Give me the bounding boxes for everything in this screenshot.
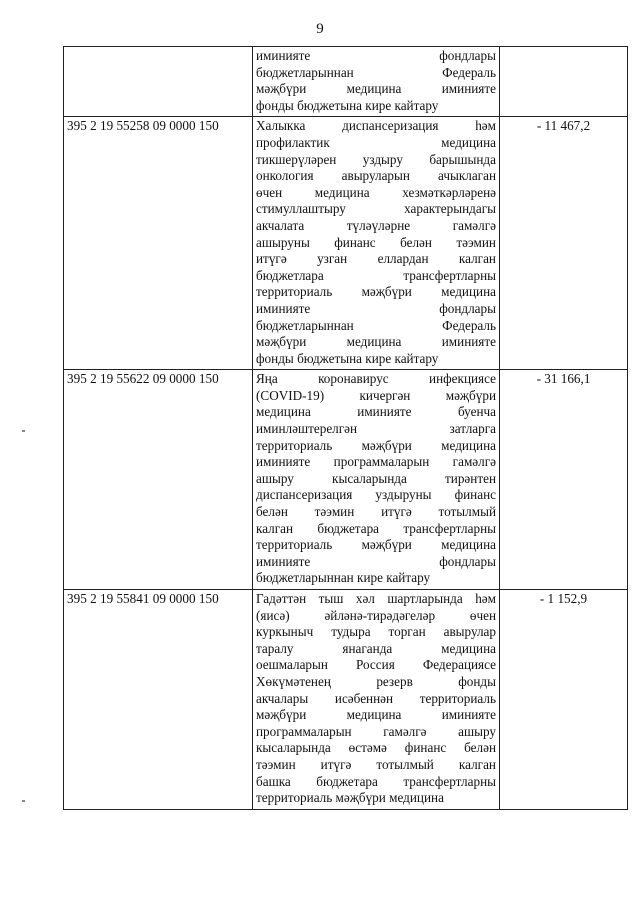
description-cell (253, 590, 500, 810)
description-line: диспансеризация уздыруны финанс (256, 487, 496, 503)
description-line: (COVID-19) кичергән мәҗбүри (256, 387, 496, 403)
scan-artifact (22, 430, 25, 432)
budget-code-cell: 395 2 19 55622 09 0000 150 (64, 370, 253, 590)
description-line: бюджетлара трансфертларны (256, 267, 496, 283)
description-line: территориаль мәҗбүри медицина (256, 284, 496, 300)
description-line: оешмаларын Россия Федерациясе (256, 657, 496, 673)
description-line: фонды бюджетына кире кайтару (256, 97, 439, 113)
description-line: Хөкүмәтенең резерв фонды (256, 673, 496, 689)
description-line: мәҗбүри медицина иминияте (256, 707, 496, 723)
description-line: медицина иминияте буенча (256, 404, 496, 420)
description-line: тәэмин итүгә тотылмый калган (256, 756, 496, 772)
description-cell (253, 47, 500, 117)
description-line: ашыруны финанс белән тәэмин (256, 234, 496, 250)
description-cell (253, 370, 500, 590)
description-line: акчалары исәбеннән территориаль (256, 690, 496, 706)
description-line: иминияте фондлары (256, 300, 496, 316)
description-line: программаларын гамәлгә ашыру (256, 723, 496, 739)
budget-code-cell: 395 2 19 55841 09 0000 150 (64, 590, 253, 810)
description-line: онкология авыруларын ачыклаган (256, 168, 496, 184)
description-line: таралу янаганда медицина (256, 640, 496, 656)
table-row (64, 370, 628, 590)
description-line: территориаль мәҗбүри медицина (256, 537, 496, 553)
budget-table-body (64, 47, 628, 810)
description-line: иминләштерелгән затларга (256, 421, 496, 437)
page-number: 9 (316, 21, 324, 37)
description-line: калган бюджетара трансфертларны (256, 520, 496, 536)
table-row (64, 590, 628, 810)
description-line: мәҗбүри медицина иминияте (256, 81, 496, 97)
description-line: мәҗбүри медицина иминияте (256, 334, 496, 350)
description-line: кысаларында өстәмә финанс белән (256, 740, 496, 756)
amount-cell (500, 47, 628, 117)
description-cell (253, 117, 500, 370)
amount-cell: - 31 166,1 (500, 370, 628, 590)
description-line: тикшерүләрен уздыру барышында (256, 151, 496, 167)
description-line: өчен медицина хезмәткәрләренә (256, 184, 496, 200)
amount-cell: - 1 152,9 (500, 590, 628, 810)
description-line: белән тәэмин итүгә тотылмый (256, 504, 496, 520)
budget-code-cell (64, 47, 253, 117)
description-line: бюджетларыннан Федераль (256, 64, 496, 80)
table-row (64, 47, 628, 117)
description-line: ашыру кысаларында тирәнтен (256, 470, 496, 486)
description-line: акчалата түләүләрне гамәлгә (256, 217, 496, 233)
description-line: (яисә) әйләнә-тирәдәгеләр өчен (256, 607, 496, 623)
amount-cell: - 11 467,2 (500, 117, 628, 370)
description-line: Яңа коронавирус инфекциясе (256, 371, 496, 387)
description-line: территориаль мәҗбүри медицина (256, 790, 444, 806)
description-line: профилактик медицина (256, 134, 496, 150)
description-line: иминияте фондлары (256, 48, 496, 63)
description-line: фонды бюджетына кире кайтару (256, 350, 439, 366)
description-line: иминияте программаларын гамәлгә (256, 454, 496, 470)
budget-table (63, 46, 628, 810)
table-row (64, 117, 628, 370)
description-line: Гадәттән тыш хәл шартларында һәм (256, 591, 496, 606)
description-line: стимуллаштыру характерындагы (256, 201, 496, 217)
description-line: башка бюджетара трансфертларны (256, 773, 496, 789)
description-line: Халыкка диспансеризация һәм (256, 118, 496, 134)
budget-code-cell: 395 2 19 55258 09 0000 150 (64, 117, 253, 370)
description-line: бюджетларыннан кире кайтару (256, 570, 431, 586)
description-line: территориаль мәҗбүри медицина (256, 437, 496, 453)
scan-artifact (22, 800, 25, 802)
description-line: иминияте фондлары (256, 553, 496, 569)
description-line: куркыныч тудыра торган авырулар (256, 624, 496, 640)
description-line: итүгә узган еллардан калган (256, 251, 496, 267)
description-line: бюджетларыннан Федераль (256, 317, 496, 333)
